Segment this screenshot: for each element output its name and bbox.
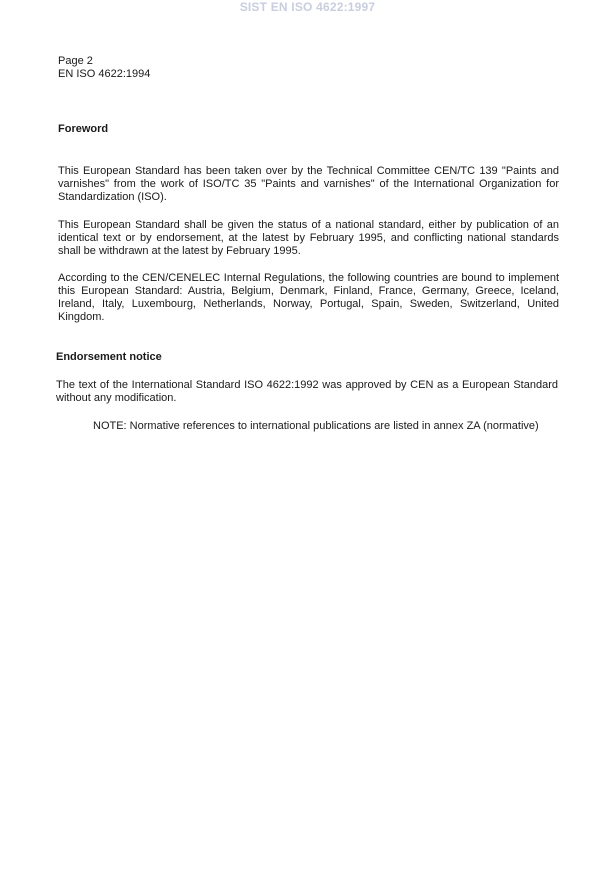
foreword-paragraph-2: This European Standard shall be given the status of a national standard, either by publication of an identical text or by endorsement, at the latest by February 1995, and conflicting national standards shall be withdrawn at the latest by February 1995. [58,219,559,257]
foreword-paragraph-1: This European Standard has been taken over by the Technical Committee CEN/TC 139 "Paints and varnishes" from the work of ISO/TC 35 "Paints and varnishes" of the International Organization for Standardization (ISO). [58,165,559,203]
foreword-heading: Foreword [58,123,109,135]
standard-id: EN ISO 4622:1994 [58,68,151,80]
page-header [58,55,150,81]
endorsement-heading: Endorsement notice [56,351,162,363]
endorsement-text: The text of the International Standard ISO 4622:1992 was approved by CEN as a European Standard without any modification. [56,379,558,404]
page-number: Page 2 [58,55,93,67]
foreword-paragraph-3: According to the CEN/CENELEC Internal Regulations, the following countries are bound to implement this European Standard: Austria, Belgium, Denmark, Finland, France, Germany, Greece, Iceland, Ireland, Italy, Luxembourg, Netherlands, Norway, Portugal, Spain, Sweden, Switzerland, United Kingdom. [58,272,559,323]
endorsement-note: NOTE: Normative references to international publications are listed in annex ZA (normative) [93,420,539,432]
watermark: SIST EN ISO 4622:1997 [239,0,376,14]
